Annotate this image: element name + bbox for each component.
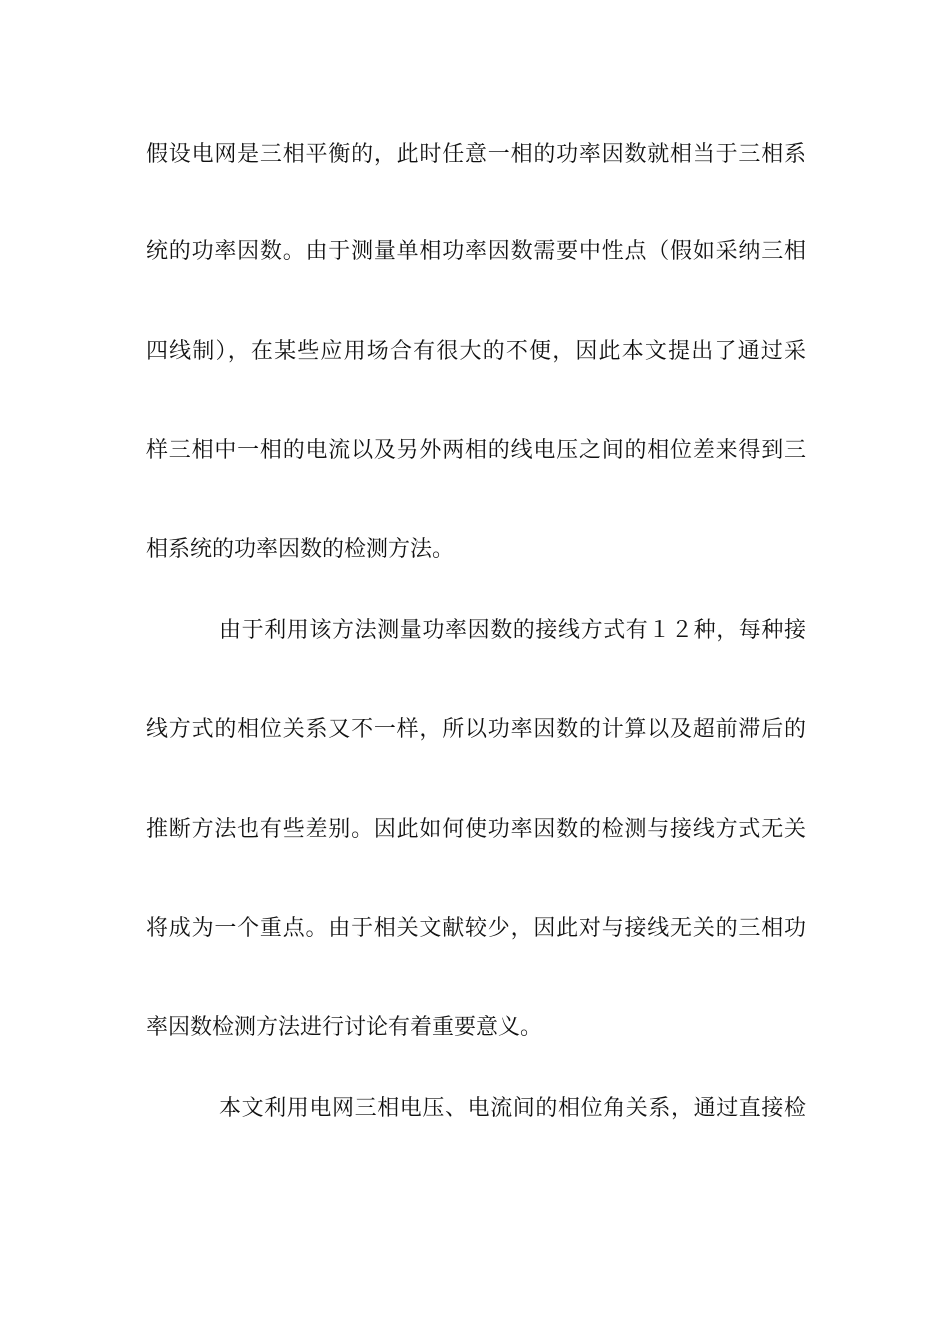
paragraph-1-line-3: 四线制），在某些应用场合有很大的不便，因此本文提出了通过采	[146, 339, 806, 364]
paragraph-1-line-1: 假设电网是三相平衡的，此时任意一相的功率因数就相当于三相系	[146, 142, 806, 167]
paragraph-2-line-4: 将成为一个重点。由于相关文献较少，因此对与接线无关的三相功	[146, 916, 806, 941]
paragraph-2-line-5: 率因数检测方法进行讨论有着重要意义。	[146, 1015, 543, 1040]
paragraph-1-line-2: 统的功率因数。由于测量单相功率因数需要中性点（假如采纳三相	[146, 239, 806, 264]
paragraph-1-line-4: 样三相中一相的电流以及另外两相的线电压之间的相位差来得到三	[146, 438, 806, 463]
paragraph-1-line-5: 相系统的功率因数的检测方法。	[146, 537, 455, 562]
paragraph-2-line-3: 推断方法也有些差别。因此如何使功率因数的检测与接线方式无关	[146, 817, 806, 842]
paragraph-2-line-2: 线方式的相位关系又不一样，所以功率因数的计算以及超前滞后的	[146, 717, 806, 742]
paragraph-3-line-1: 本文利用电网三相电压、电流间的相位角关系，通过直接检	[219, 1096, 806, 1121]
paragraph-2-line-1: 由于利用该方法测量功率因数的接线方式有１２种，每种接	[219, 618, 806, 643]
